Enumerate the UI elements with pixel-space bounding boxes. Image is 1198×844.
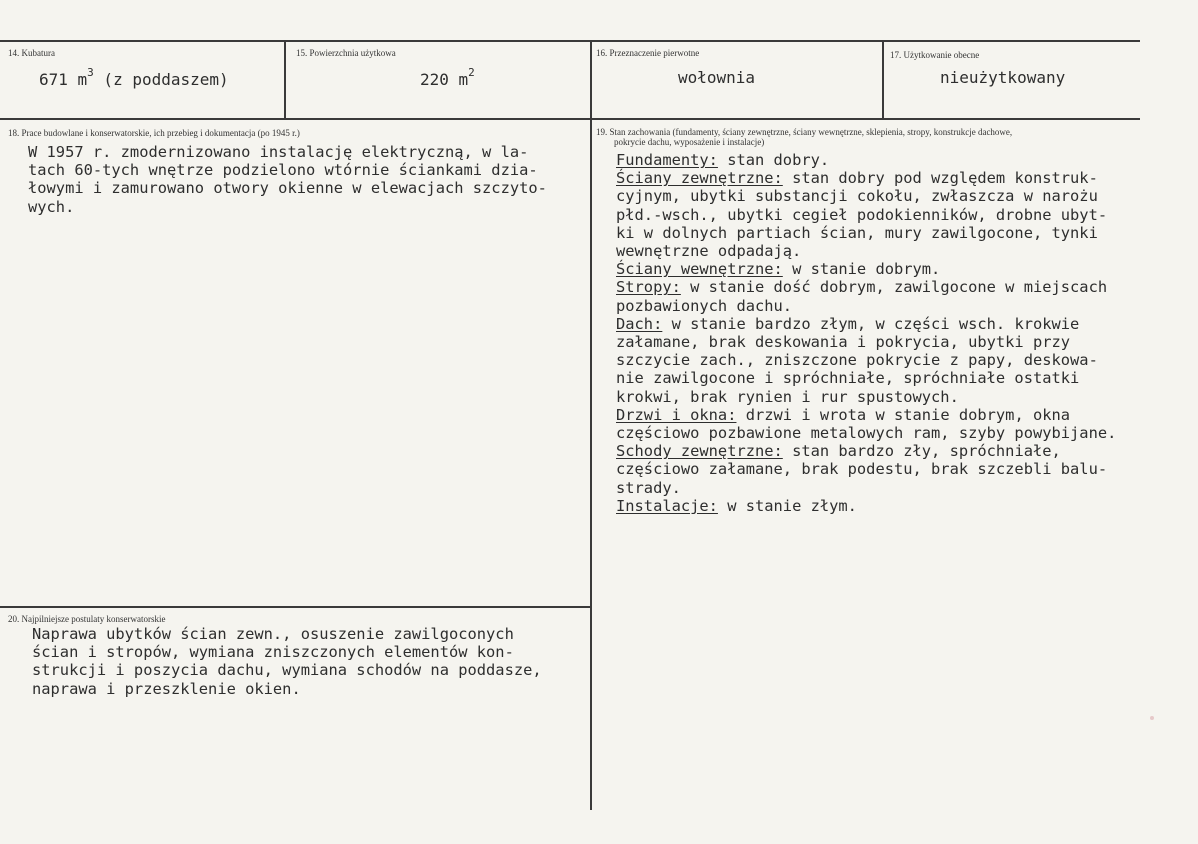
field-16-label: 16. Przeznaczenie pierwotne (596, 48, 700, 58)
field-19-line (616, 278, 1116, 296)
field-19-text-span: szczycie zach., zniszczone pokrycie z papy, deskowa- (616, 351, 1098, 370)
field-19-line (616, 242, 1116, 260)
field-19-text-span: w stanie dobrym. (782, 260, 941, 279)
section-divider (0, 606, 592, 608)
field-19-line (616, 187, 1116, 205)
field-18-label: 18. Prace budowlane i konserwatorskie, ich przebieg i dokumentacja (po 1945 r.) (8, 128, 300, 138)
field-19-text-span: załamane, brak deskowania i pokrycia, ubytki przy (616, 333, 1071, 352)
field-20-text (32, 625, 542, 698)
field-18-line: W 1957 r. zmodernizowano instalację elektryczną, w la- (28, 143, 529, 161)
field-19-line (616, 388, 1116, 406)
field-18-line: łowymi i zamurowano otwory okienne w elewacjach szczyto- (28, 179, 547, 198)
col-divider-3 (882, 40, 884, 119)
field-19-text-span: krokwi, brak rynien i rur spustowych. (616, 387, 959, 406)
field-19-line (616, 151, 1116, 169)
field-19-line (616, 297, 1116, 315)
field-18-line: wych. (28, 197, 75, 216)
field-19-text (616, 151, 1116, 515)
field-19-label (596, 127, 1012, 147)
field-19-line (616, 369, 1116, 387)
field-19-text-span: stan dobry pod względem konstruk- (782, 169, 1098, 188)
field-19-text-span: w stanie dość dobrym, zawilgocone w miejscach (680, 278, 1108, 297)
field-14-label: 14. Kubatura (8, 48, 55, 58)
field-19-text-span: częściowo pozbawione metalowych ram, szyby powybijane. (616, 424, 1117, 443)
field-15-label: 15. Powierzchnia użytkowa (296, 48, 396, 58)
field-19-heading: Instalacje: (616, 496, 718, 515)
field-19-text-span: płd.-wsch., ubytki cegieł podokienników, drobne ubyt- (616, 205, 1108, 224)
field-20-line: ścian i stropów, wymiana zniszczonych elementów kon- (32, 643, 514, 662)
field-20-line: Naprawa ubytków ścian zewn., osuszenie zawilgoconych (32, 625, 514, 643)
field-19-text-span: ki w dolnych partiach ścian, mury zawilgocone, tynki (616, 223, 1098, 242)
field-19-heading: Schody zewnętrzne: (616, 442, 783, 461)
field-19-line (616, 206, 1116, 224)
field-19-heading: Dach: (616, 314, 663, 333)
field-15-value: 220 $m^2$ (420, 66, 475, 89)
field-19-line (616, 351, 1116, 369)
field-19-text-span: pozbawionych dachu. (616, 296, 793, 315)
field-19-label-line2: pokrycie dachu, wyposażenie i instalacje) (614, 137, 765, 147)
col-divider-1 (284, 40, 286, 119)
field-19-line (616, 442, 1116, 460)
field-18-text (28, 143, 547, 216)
field-17-value: nieużytkowany (940, 68, 1066, 87)
field-19-heading: Ściany wewnętrzne: (616, 260, 783, 279)
field-19-line (616, 260, 1116, 278)
field-19-text-span: w stanie złym. (717, 496, 857, 515)
field-19-text-span: wewnętrzne odpadają. (616, 242, 802, 261)
field-18-line: tach 60-tych wnętrze podzielono wtórnie ściankami dzia- (28, 161, 538, 180)
field-19-text-span: strady. (616, 478, 681, 497)
col-divider-main (590, 40, 592, 810)
page-mark (1150, 716, 1154, 720)
field-19-line (616, 460, 1116, 478)
top-border (0, 40, 1140, 42)
field-19-heading: Stropy: (616, 278, 681, 297)
field-20-label: 20. Najpilniejsze postulaty konserwatorskie (8, 614, 166, 624)
field-19-text-span: drzwi i wrota w stanie dobrym, okna (736, 405, 1071, 424)
field-19-line (616, 497, 1116, 515)
field-16-value: wołownia (678, 68, 756, 87)
field-19-line (616, 224, 1116, 242)
field-19-heading: Fundamenty: (616, 151, 718, 169)
field-19-text-span: nie zawilgocone i spróchniałe, spróchniałe ostatki (616, 369, 1080, 388)
field-19-line (616, 424, 1116, 442)
field-19-line (616, 315, 1116, 333)
field-19-text-span: stan bardzo zły, spróchniałe, (782, 442, 1061, 461)
field-20-line: strukcji i poszycia dachu, wymiana schodów na poddasze, (32, 661, 542, 680)
field-19-text-span: częściowo załamane, brak podestu, brak szczebli balu- (616, 460, 1108, 479)
field-19-line (616, 406, 1116, 424)
field-20-line: naprawa i przeszklenie okien. (32, 679, 301, 698)
field-14-value: 671 $m^3$ (z poddaszem) (39, 66, 229, 89)
field-19-text-span: stan dobry. (717, 151, 830, 169)
field-19-label-line1: 19. Stan zachowania (fundamenty, ściany zewnętrzne, ściany wewnętrzne, sklepienia, stropy, konstrukcje dachowe, (596, 127, 1013, 137)
row-divider (0, 118, 1140, 120)
field-17-label: 17. Użytkowanie obecne (890, 50, 980, 60)
field-19-heading: Drzwi i okna: (616, 405, 737, 424)
field-19-heading: Ściany zewnętrzne: (616, 169, 783, 188)
field-19-line (616, 479, 1116, 497)
field-19-line (616, 169, 1116, 187)
field-19-text-span: cyjnym, ubytki substancji cokołu, zwłaszcza w narożu (616, 187, 1098, 206)
field-19-line (616, 333, 1116, 351)
field-19-text-span: w stanie bardzo złym, w części wsch. krokwie (662, 314, 1080, 333)
